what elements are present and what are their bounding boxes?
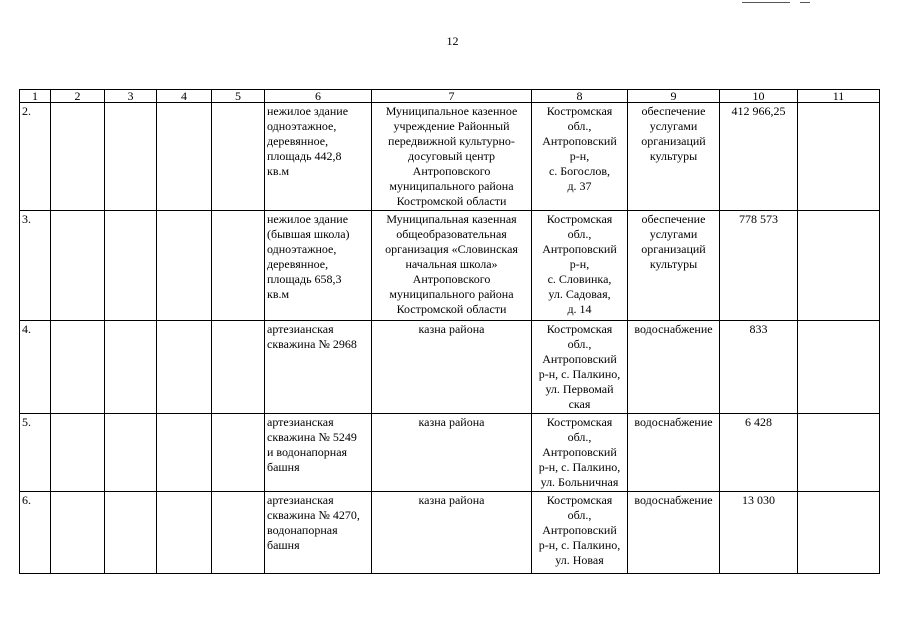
cell-col4 <box>157 321 212 414</box>
cell-col2 <box>51 414 105 492</box>
column-header: 5 <box>212 90 265 103</box>
object-address: Костромская обл., Антроповский р-н, с. Палкино, ул. Первомай ская <box>532 321 628 414</box>
cell-col2 <box>51 103 105 211</box>
holder-organization: Муниципальная казенная общеобразовательная организация «Словинская начальная школа» Антроповского муниципального района Костромской области <box>372 211 532 321</box>
cell-col5 <box>212 414 265 492</box>
cell-col5 <box>212 211 265 321</box>
cell-col11 <box>798 321 880 414</box>
scan-mark <box>742 2 790 3</box>
row-number: 5. <box>20 414 51 492</box>
page-number: 12 <box>446 34 459 48</box>
object-purpose: обеспечение услугами организаций культуры <box>628 211 720 321</box>
cell-col3 <box>105 211 157 321</box>
table-row <box>20 211 880 321</box>
column-header: 8 <box>532 90 628 103</box>
object-purpose: водоснабжение <box>628 414 720 492</box>
column-header: 6 <box>265 90 372 103</box>
cell-col3 <box>105 492 157 574</box>
cell-col4 <box>157 211 212 321</box>
object-address: Костромская обл., Антроповский р-н, с. Словинка, ул. Садовая, д. 14 <box>532 211 628 321</box>
object-description: артезианская скважина № 4270, водонапорная башня <box>265 492 372 574</box>
column-header: 11 <box>798 90 880 103</box>
balance-value: 833 <box>720 321 798 414</box>
column-header: 7 <box>372 90 532 103</box>
row-number: 3. <box>20 211 51 321</box>
cell-col4 <box>157 492 212 574</box>
object-purpose: обеспечение услугами организаций культуры <box>628 103 720 211</box>
property-registry-table <box>19 89 880 574</box>
object-description: нежилое здание (бывшая школа) одноэтажное, деревянное, площадь 658,3 кв.м <box>265 211 372 321</box>
object-purpose: водоснабжение <box>628 492 720 574</box>
cell-col2 <box>51 492 105 574</box>
balance-value: 412 966,25 <box>720 103 798 211</box>
table-row <box>20 103 880 211</box>
header-row <box>20 90 880 103</box>
column-header: 2 <box>51 90 105 103</box>
cell-col4 <box>157 103 212 211</box>
object-description: артезианская скважина № 2968 <box>265 321 372 414</box>
cell-col5 <box>212 321 265 414</box>
object-address: Костромская обл., Антроповский р-н, с. Палкино, ул. Больничная <box>532 414 628 492</box>
cell-col11 <box>798 492 880 574</box>
object-description: нежилое здание одноэтажное, деревянное, площадь 442,8 кв.м <box>265 103 372 211</box>
table-row <box>20 321 880 414</box>
balance-value: 778 573 <box>720 211 798 321</box>
holder-organization: казна района <box>372 492 532 574</box>
cell-col5 <box>212 492 265 574</box>
column-header: 9 <box>628 90 720 103</box>
column-header: 1 <box>20 90 51 103</box>
holder-organization: казна района <box>372 414 532 492</box>
table-row <box>20 414 880 492</box>
row-number: 4. <box>20 321 51 414</box>
cell-col5 <box>212 103 265 211</box>
cell-col11 <box>798 414 880 492</box>
object-description: артезианская скважина № 5249 и водонапорная башня <box>265 414 372 492</box>
column-header: 4 <box>157 90 212 103</box>
row-number: 6. <box>20 492 51 574</box>
row-number: 2. <box>20 103 51 211</box>
scan-mark-short <box>800 2 810 3</box>
object-address: Костромская обл., Антроповский р-н, с. Палкино, ул. Новая <box>532 492 628 574</box>
object-purpose: водоснабжение <box>628 321 720 414</box>
balance-value: 13 030 <box>720 492 798 574</box>
holder-organization: Муниципальное казенное учреждение Районный передвижной культурно- досуговый центр Антроповского муниципального района Костромской области <box>372 103 532 211</box>
cell-col3 <box>105 321 157 414</box>
table-row <box>20 492 880 574</box>
cell-col3 <box>105 414 157 492</box>
object-address: Костромская обл., Антроповский р-н, с. Богослов, д. 37 <box>532 103 628 211</box>
cell-col2 <box>51 211 105 321</box>
cell-col11 <box>798 211 880 321</box>
column-header: 10 <box>720 90 798 103</box>
column-header: 3 <box>105 90 157 103</box>
cell-col4 <box>157 414 212 492</box>
balance-value: 6 428 <box>720 414 798 492</box>
cell-col11 <box>798 103 880 211</box>
cell-col3 <box>105 103 157 211</box>
holder-organization: казна района <box>372 321 532 414</box>
cell-col2 <box>51 321 105 414</box>
